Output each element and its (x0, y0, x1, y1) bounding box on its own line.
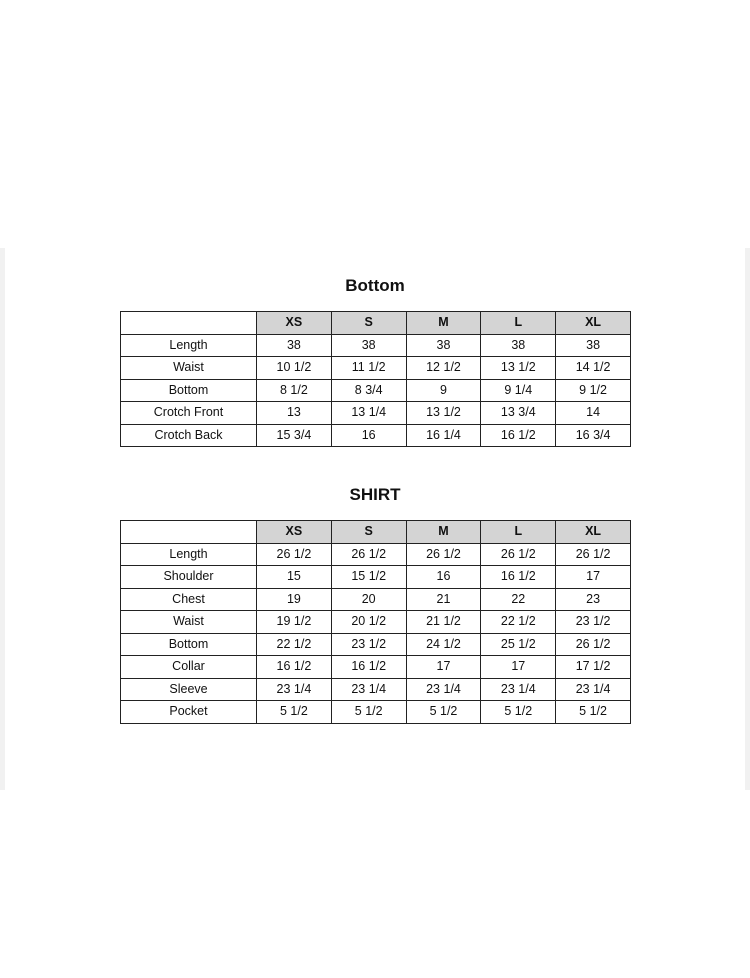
size-value-cell: 38 (331, 334, 406, 357)
shirt-section-title: SHIRT (349, 485, 401, 504)
size-header-xs: XS (257, 312, 332, 335)
size-value-cell: 9 1/2 (556, 379, 631, 402)
size-value-cell: 38 (257, 334, 332, 357)
size-value-cell: 17 (556, 566, 631, 589)
size-value-cell: 8 1/2 (257, 379, 332, 402)
size-value-cell: 9 (406, 379, 481, 402)
size-value-cell: 16 1/4 (406, 424, 481, 447)
size-value-cell: 13 1/2 (406, 402, 481, 425)
size-value-cell: 14 1/2 (556, 357, 631, 380)
row-label: Pocket (121, 701, 257, 724)
size-value-cell: 16 1/2 (257, 656, 332, 679)
size-header-xl: XL (556, 312, 631, 335)
row-label: Waist (121, 357, 257, 380)
table-row (121, 379, 631, 402)
size-value-cell: 15 1/2 (331, 566, 406, 589)
size-value-cell: 38 (556, 334, 631, 357)
size-value-cell: 13 (257, 402, 332, 425)
size-value-cell: 26 1/2 (556, 543, 631, 566)
table-row (121, 701, 631, 724)
size-value-cell: 5 1/2 (406, 701, 481, 724)
size-value-cell: 5 1/2 (331, 701, 406, 724)
table-row (121, 402, 631, 425)
size-value-cell: 16 1/2 (331, 656, 406, 679)
table-row (121, 566, 631, 589)
size-value-cell: 13 3/4 (481, 402, 556, 425)
bottom-table-body (121, 334, 631, 447)
size-value-cell: 16 3/4 (556, 424, 631, 447)
bottom-size-table (120, 311, 631, 447)
size-value-cell: 13 1/2 (481, 357, 556, 380)
size-value-cell: 23 1/4 (556, 678, 631, 701)
size-value-cell: 16 1/2 (481, 424, 556, 447)
size-value-cell: 20 (331, 588, 406, 611)
size-value-cell: 22 1/2 (257, 633, 332, 656)
size-value-cell: 23 (556, 588, 631, 611)
size-header-l: L (481, 312, 556, 335)
row-label: Length (121, 334, 257, 357)
row-label: Bottom (121, 633, 257, 656)
table-row (121, 611, 631, 634)
size-value-cell: 22 (481, 588, 556, 611)
size-value-cell: 17 (481, 656, 556, 679)
size-value-cell: 19 (257, 588, 332, 611)
size-value-cell: 5 1/2 (556, 701, 631, 724)
size-value-cell: 14 (556, 402, 631, 425)
size-value-cell: 23 1/4 (257, 678, 332, 701)
row-label: Bottom (121, 379, 257, 402)
row-label: Shoulder (121, 566, 257, 589)
table-row (121, 357, 631, 380)
size-value-cell: 8 3/4 (331, 379, 406, 402)
bottom-section-title: Bottom (345, 276, 405, 295)
row-label: Crotch Front (121, 402, 257, 425)
size-value-cell: 12 1/2 (406, 357, 481, 380)
size-value-cell: 5 1/2 (481, 701, 556, 724)
size-value-cell: 20 1/2 (331, 611, 406, 634)
size-value-cell: 17 (406, 656, 481, 679)
table-header-row (121, 312, 631, 335)
size-value-cell: 9 1/4 (481, 379, 556, 402)
size-value-cell: 15 (257, 566, 332, 589)
size-header-l: L (481, 521, 556, 544)
size-value-cell: 26 1/2 (257, 543, 332, 566)
size-value-cell: 25 1/2 (481, 633, 556, 656)
shirt-table-body (121, 543, 631, 723)
size-header-m: M (406, 312, 481, 335)
size-value-cell: 16 (406, 566, 481, 589)
size-value-cell: 15 3/4 (257, 424, 332, 447)
size-value-cell: 23 1/4 (481, 678, 556, 701)
size-value-cell: 38 (406, 334, 481, 357)
size-value-cell: 10 1/2 (257, 357, 332, 380)
size-value-cell: 22 1/2 (481, 611, 556, 634)
size-value-cell: 23 1/2 (556, 611, 631, 634)
size-header-m: M (406, 521, 481, 544)
table-row (121, 334, 631, 357)
size-value-cell: 26 1/2 (331, 543, 406, 566)
table-header-row (121, 521, 631, 544)
size-value-cell: 11 1/2 (331, 357, 406, 380)
table-row (121, 633, 631, 656)
header-corner-cell (121, 521, 257, 544)
table-row (121, 424, 631, 447)
size-value-cell: 23 1/2 (331, 633, 406, 656)
row-label: Waist (121, 611, 257, 634)
size-value-cell: 26 1/2 (556, 633, 631, 656)
size-value-cell: 17 1/2 (556, 656, 631, 679)
table-row (121, 656, 631, 679)
shirt-size-table (120, 520, 631, 724)
size-header-s: S (331, 521, 406, 544)
table-row (121, 678, 631, 701)
size-value-cell: 19 1/2 (257, 611, 332, 634)
size-value-cell: 23 1/4 (331, 678, 406, 701)
table-row (121, 543, 631, 566)
size-value-cell: 26 1/2 (406, 543, 481, 566)
size-value-cell: 26 1/2 (481, 543, 556, 566)
row-label: Collar (121, 656, 257, 679)
row-label: Chest (121, 588, 257, 611)
header-corner-cell (121, 312, 257, 335)
size-value-cell: 23 1/4 (406, 678, 481, 701)
size-value-cell: 24 1/2 (406, 633, 481, 656)
table-row (121, 588, 631, 611)
size-value-cell: 21 (406, 588, 481, 611)
size-header-xl: XL (556, 521, 631, 544)
size-value-cell: 13 1/4 (331, 402, 406, 425)
size-value-cell: 16 1/2 (481, 566, 556, 589)
row-label: Sleeve (121, 678, 257, 701)
size-header-s: S (331, 312, 406, 335)
row-label: Crotch Back (121, 424, 257, 447)
size-header-xs: XS (257, 521, 332, 544)
size-value-cell: 21 1/2 (406, 611, 481, 634)
size-value-cell: 5 1/2 (257, 701, 332, 724)
row-label: Length (121, 543, 257, 566)
size-value-cell: 16 (331, 424, 406, 447)
size-value-cell: 38 (481, 334, 556, 357)
